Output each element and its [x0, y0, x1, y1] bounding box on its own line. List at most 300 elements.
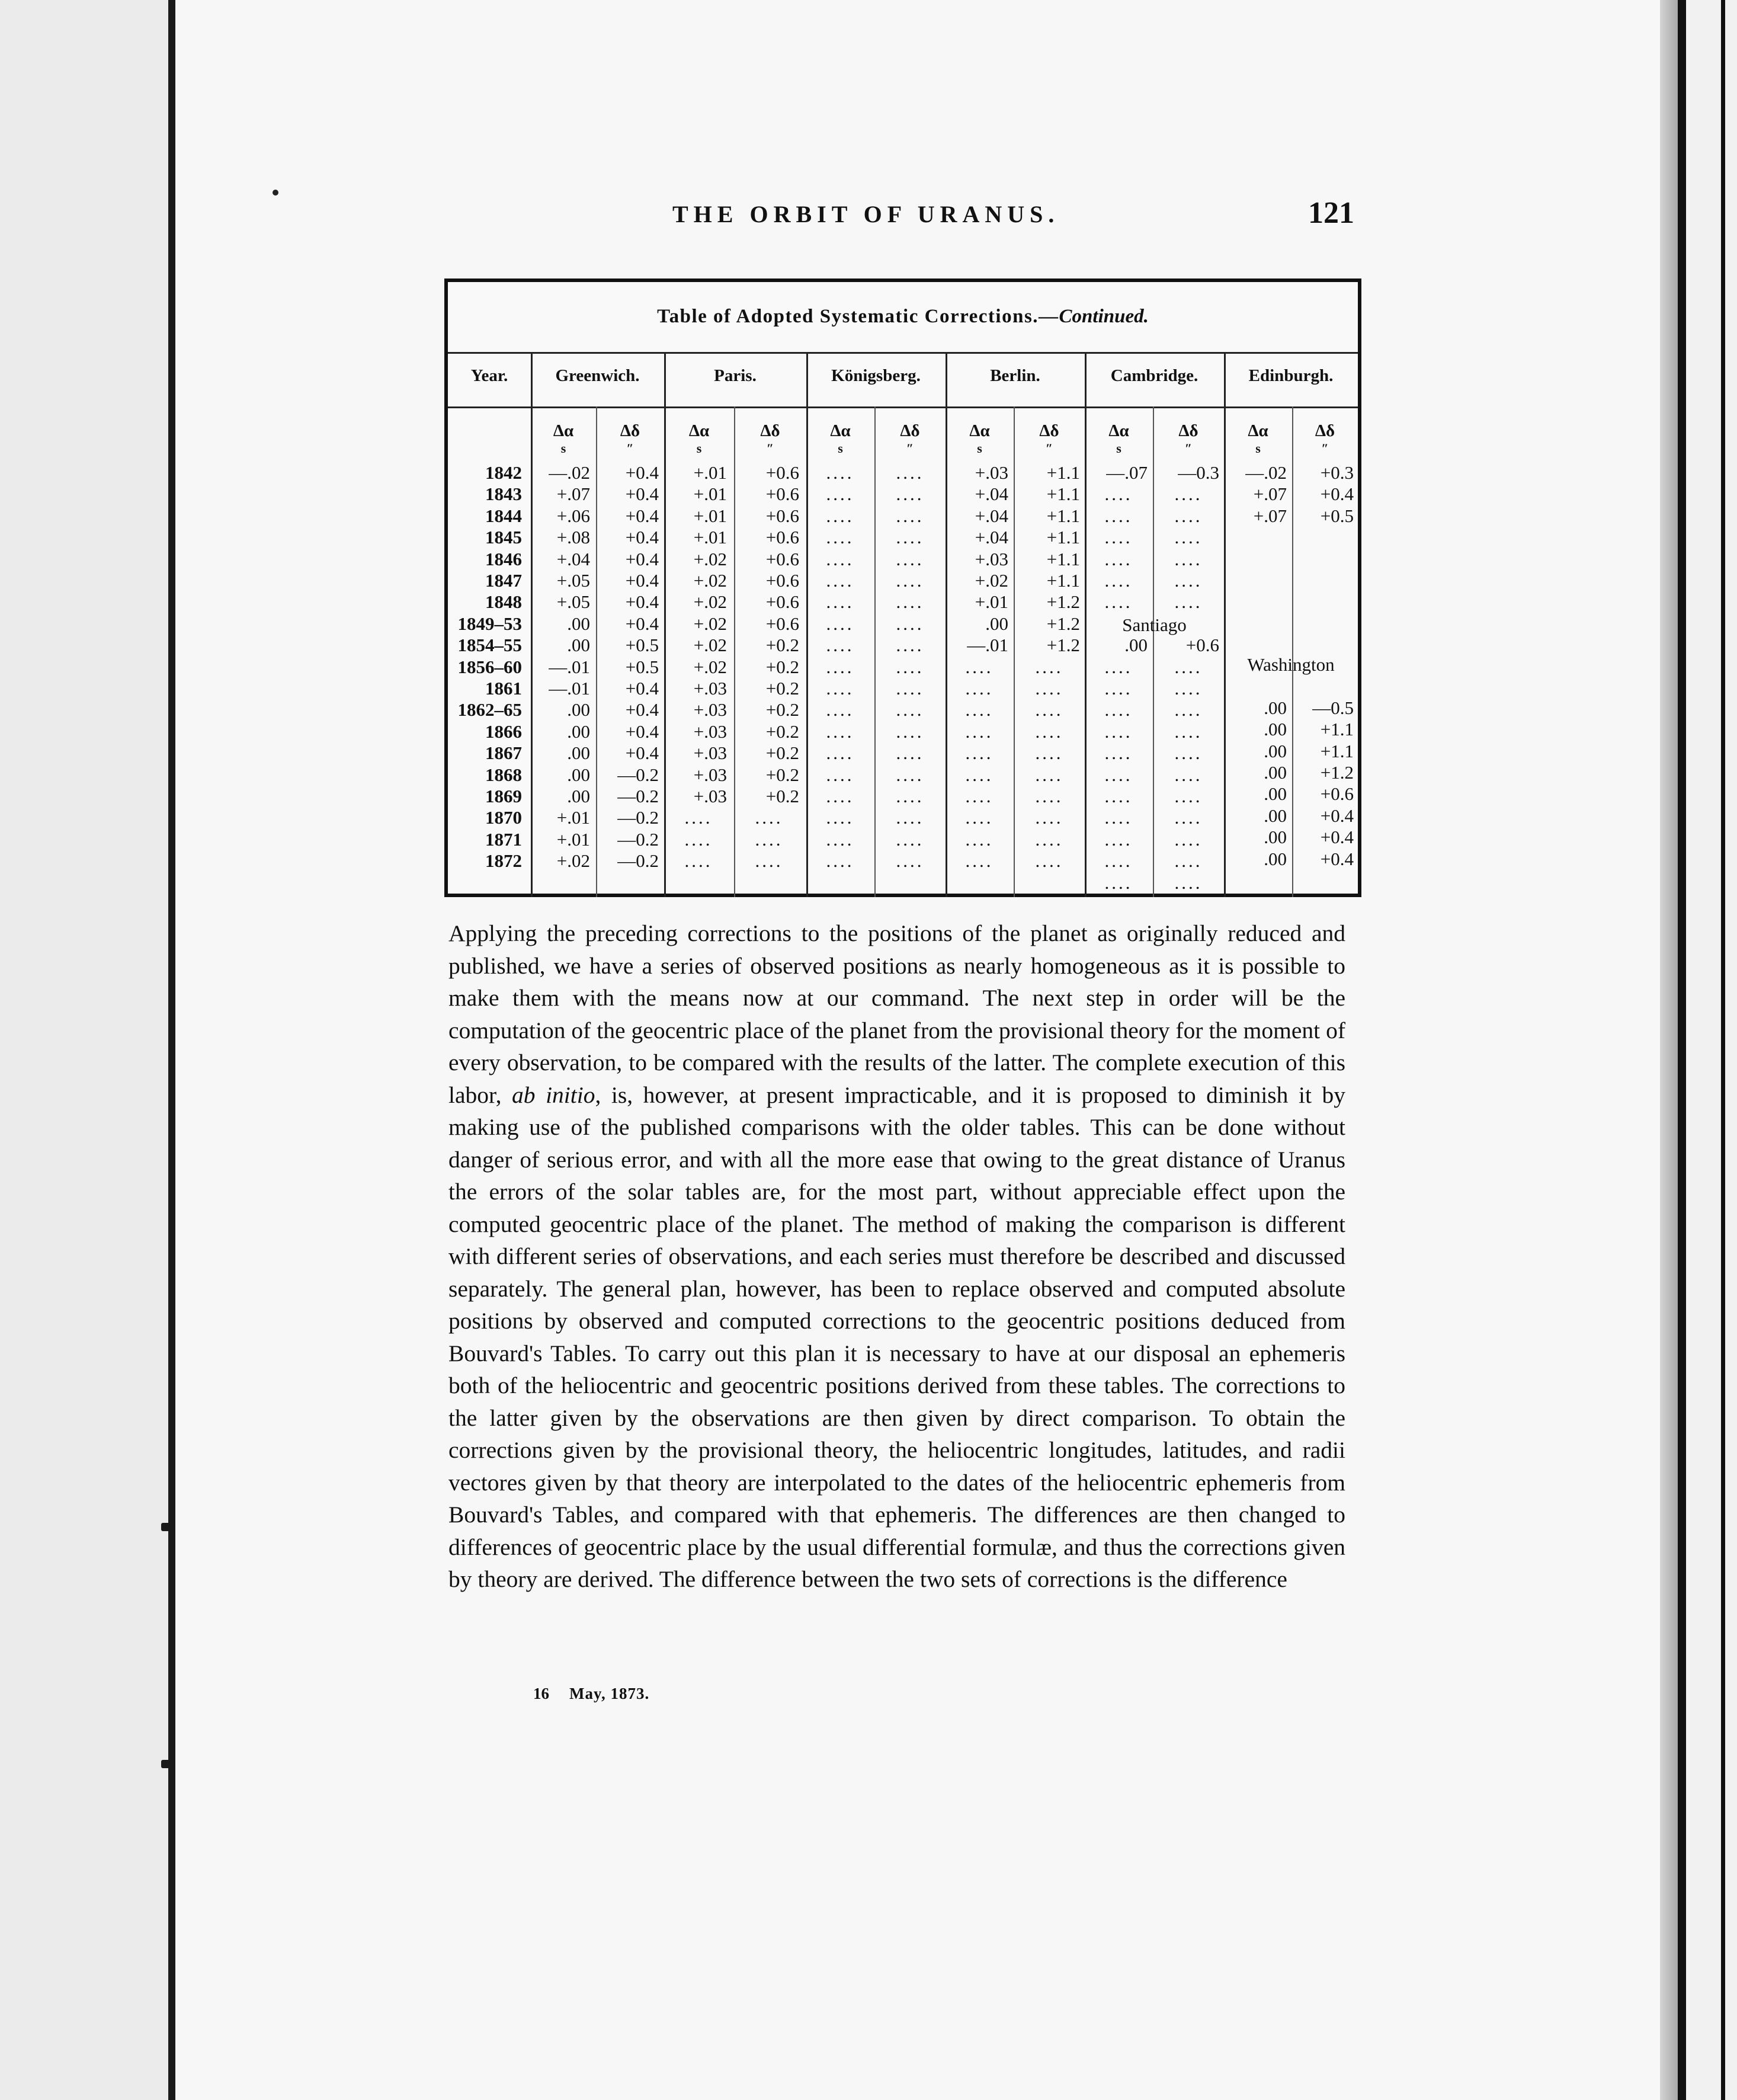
value-cell: +.06	[556, 505, 590, 526]
empty-cell: ....	[1104, 484, 1133, 505]
subhead-symbol: Δδ	[620, 421, 640, 440]
value-cell: +.02	[693, 591, 727, 613]
empty-cell: ....	[1104, 678, 1133, 699]
empty-cell: ....	[755, 807, 783, 828]
value-cell: +1.2	[1320, 761, 1354, 783]
empty-cell: ....	[826, 591, 854, 613]
empty-cell: ....	[1174, 527, 1203, 548]
empty-cell: ....	[755, 850, 783, 872]
value-cell: +0.4	[1320, 827, 1354, 848]
empty-cell: ....	[896, 570, 924, 591]
empty-cell: ....	[896, 828, 924, 850]
page-edge-line	[1678, 0, 1686, 2100]
value-cell: .00	[1264, 805, 1287, 826]
subcolumn-rule	[874, 406, 876, 897]
empty-cell: ....	[1035, 699, 1063, 721]
empty-cell: ....	[1174, 699, 1203, 721]
value-cell: +0.4	[625, 527, 659, 548]
value-cell: +.07	[556, 484, 590, 505]
empty-cell: ....	[1174, 742, 1203, 764]
running-head: THE ORBIT OF URANUS.	[672, 201, 1060, 228]
value-cell: +0.6	[765, 570, 799, 591]
empty-cell: ....	[1174, 484, 1203, 505]
value-cell: +0.2	[765, 699, 799, 721]
empty-cell: ....	[965, 678, 994, 699]
value-cell: —.02	[549, 462, 590, 483]
subhead-symbol: Δδ	[900, 421, 920, 440]
binding-edge	[168, 0, 175, 2100]
value-cell: +.02	[556, 850, 590, 872]
value-cell: +.03	[693, 742, 727, 764]
value-cell: +.02	[693, 635, 727, 656]
empty-cell: ....	[965, 828, 994, 850]
value-cell: +0.4	[625, 721, 659, 742]
value-cell: +.01	[693, 505, 727, 526]
value-cell: +0.4	[625, 678, 659, 699]
subhead-symbol: Δδ	[1315, 421, 1335, 440]
subhead-unit: ″	[766, 441, 774, 456]
subhead-unit: s	[838, 441, 843, 456]
value-cell: .00	[1264, 827, 1287, 848]
empty-cell: ....	[1104, 764, 1133, 785]
empty-cell: ....	[826, 527, 854, 548]
page-edge-shadow	[1660, 0, 1678, 2100]
header-year: Year.	[470, 366, 508, 385]
year-cell: 1861	[485, 678, 522, 699]
value-cell: —.01	[549, 678, 590, 699]
value-cell: +0.4	[625, 548, 659, 569]
value-cell: +0.4	[625, 484, 659, 505]
rule-under-caption	[448, 352, 1358, 354]
subhead-symbol: Δα	[688, 421, 710, 440]
year-cell: 1872	[485, 850, 522, 872]
value-cell: +.01	[975, 591, 1008, 613]
value-cell: +0.4	[625, 742, 659, 764]
empty-cell: ....	[896, 678, 924, 699]
year-cell: 1871	[485, 828, 522, 850]
empty-cell: ....	[896, 807, 924, 828]
body-text-part: , is, however, at present impracticable, and it is proposed to diminish it by making use of the published comparisons with the older tables. This can be done without danger of serious error, and with all the more ease that owing to the great distance of Uranus the errors of the solar tables are, for the most part, without appreciable effect upon the computed geocentric place of the planet. The method of making the comparison is different with different series of observations, and each series must therefore be described and discussed separately. The general plan, however, has been to replace observed and computed absolute positions by observed and computed corrections to the geocentric positions deduced from Bouvard's Tables. To carry out this plan it is necessary to have at our disposal an ephemeris both of the heliocentric and geocentric positions derived from these tables. The corrections to the latter given by the observations are then given by direct comparison. To obtain the corrections given by the provisional theory, the heliocentric longitudes, latitudes, and radii vectores given by that theory are interpolated to the dates of the heliocentric ephemeris from Bouvard's Tables, and compared with that ephemeris. The differences are then changed to differences of geocentric place by the usual differential formulæ, and thus the corrections given by theory are derived. The difference between the two sets of corrections is the difference	[448, 1081, 1345, 1592]
value-cell: —.01	[967, 635, 1008, 656]
empty-cell: ....	[896, 635, 924, 656]
year-cell: 1842	[485, 462, 522, 483]
body-text-italic: ab initio	[512, 1081, 595, 1108]
value-cell: +1.1	[1320, 719, 1354, 740]
subhead-unit: s	[696, 441, 702, 456]
year-cell: 1854–55	[457, 635, 522, 656]
value-cell: —0.2	[617, 786, 659, 806]
value-cell: +0.2	[765, 678, 799, 699]
value-cell: +.08	[556, 527, 590, 548]
subcolumn-rule	[596, 406, 597, 897]
empty-cell: ....	[826, 635, 854, 656]
year-cell: 1843	[485, 484, 522, 505]
page-number: 121	[1308, 196, 1354, 230]
value-cell: +1.2	[1046, 613, 1080, 634]
year-cell: 1848	[485, 591, 522, 613]
subhead-symbol: Δα	[1248, 421, 1268, 440]
empty-cell: ....	[826, 742, 854, 764]
empty-cell: ....	[1104, 505, 1133, 526]
subhead-symbol: Δα	[1108, 421, 1129, 440]
value-cell: +1.1	[1046, 462, 1080, 483]
subhead-delta-alpha	[1087, 422, 1152, 457]
empty-cell: ....	[965, 742, 994, 764]
year-cell: 1870	[485, 807, 522, 828]
value-cell: .00	[567, 764, 590, 785]
body-paragraph	[448, 917, 1345, 1596]
empty-cell: ....	[826, 721, 854, 742]
empty-cell: ....	[1035, 764, 1063, 785]
header-station: Greenwich.	[555, 366, 640, 385]
empty-cell: ....	[1104, 548, 1133, 569]
year-cell: 1845	[485, 527, 522, 548]
value-cell: —0.2	[617, 807, 659, 828]
empty-cell: ....	[684, 828, 713, 850]
subhead-delta-alpha	[666, 422, 732, 457]
empty-cell: ....	[896, 699, 924, 721]
empty-cell: ....	[965, 764, 994, 785]
empty-cell: ....	[1104, 591, 1133, 613]
year-cell: 1869	[485, 786, 522, 806]
value-cell: +0.3	[1320, 462, 1354, 483]
value-cell: +0.2	[765, 742, 799, 764]
empty-cell: ....	[1104, 742, 1133, 764]
empty-cell: ....	[896, 764, 924, 785]
subhead-delta-delta	[738, 422, 803, 457]
value-cell: +0.5	[1320, 505, 1354, 526]
empty-cell: ....	[826, 828, 854, 850]
value-cell: —.01	[549, 656, 590, 677]
value-cell: —0.2	[617, 764, 659, 785]
subhead-delta-delta	[598, 422, 663, 457]
empty-cell: ....	[896, 850, 924, 872]
subcolumn-rule	[1014, 406, 1015, 897]
empty-cell: ....	[826, 570, 854, 591]
value-cell: +0.2	[765, 721, 799, 742]
value-cell: +0.6	[765, 591, 799, 613]
empty-cell: ....	[1174, 786, 1203, 806]
subhead-symbol: Δα	[553, 421, 574, 440]
subhead-delta-alpha	[808, 422, 873, 457]
subcolumn-rule	[734, 406, 735, 897]
value-cell: +.03	[693, 764, 727, 785]
value-cell: —.02	[1245, 462, 1287, 483]
value-cell: +0.4	[1320, 484, 1354, 505]
empty-cell: ....	[826, 656, 854, 677]
value-cell: +.03	[693, 678, 727, 699]
value-cell: +1.1	[1046, 505, 1080, 526]
subhead-delta-delta	[1293, 422, 1358, 457]
body-text-part: Applying the preceding corrections to the positions of the planet as originally reduced and published, we have a series of observed positions as nearly homogeneous as it is possible to make them with the means now at our command. The next step in order will be the computation of the geocentric place of the planet from the provisional theory for the moment of every observation, to be compared with the results of the latter. The complete execution of this labor,	[448, 920, 1345, 1108]
value-cell: +.05	[556, 591, 590, 613]
empty-cell: ....	[1104, 656, 1133, 677]
subhead-symbol: Δδ	[1039, 421, 1059, 440]
empty-cell: ....	[1174, 721, 1203, 742]
empty-cell: ....	[684, 807, 713, 828]
value-cell: +.07	[1253, 484, 1287, 505]
empty-cell: ....	[1035, 807, 1063, 828]
value-cell: +1.2	[1046, 635, 1080, 656]
value-cell: +.04	[975, 505, 1008, 526]
year-cell: 1849–53	[457, 613, 522, 634]
empty-cell: ....	[826, 484, 854, 505]
subhead-delta-delta	[1156, 422, 1221, 457]
header-station: Paris.	[714, 366, 757, 385]
empty-cell: ....	[965, 850, 994, 872]
value-cell: +1.2	[1046, 591, 1080, 613]
empty-cell: ....	[1035, 742, 1063, 764]
value-cell: +0.6	[1185, 635, 1219, 656]
empty-cell: ....	[896, 548, 924, 569]
value-cell: .00	[567, 699, 590, 721]
value-cell: +0.4	[625, 699, 659, 721]
scan-right-line	[1721, 0, 1725, 2100]
value-cell: +.02	[693, 656, 727, 677]
empty-cell: ....	[826, 699, 854, 721]
empty-cell: ....	[1174, 505, 1203, 526]
subhead-unit: ″	[1184, 441, 1193, 456]
value-cell: +0.4	[625, 570, 659, 591]
value-cell: +.04	[556, 548, 590, 569]
value-cell: +0.6	[765, 613, 799, 634]
subhead-symbol: Δα	[830, 421, 851, 440]
value-cell: +0.6	[765, 548, 799, 569]
value-cell: +0.5	[625, 635, 659, 656]
value-cell: +0.6	[1320, 783, 1354, 805]
empty-cell: ....	[826, 462, 854, 483]
header-station: Berlin.	[990, 366, 1040, 385]
value-cell: +1.1	[1046, 548, 1080, 569]
empty-cell: ....	[826, 786, 854, 806]
empty-cell: ....	[826, 505, 854, 526]
value-cell: +.01	[693, 484, 727, 505]
empty-cell: ....	[1035, 850, 1063, 872]
empty-cell: ....	[1104, 872, 1133, 893]
empty-cell: ....	[1174, 828, 1203, 850]
value-cell: +0.2	[765, 656, 799, 677]
value-cell: —0.3	[1178, 462, 1219, 483]
value-cell: +.03	[975, 462, 1008, 483]
subhead-unit: s	[1116, 441, 1121, 456]
value-cell: +0.4	[625, 505, 659, 526]
empty-cell: ....	[965, 656, 994, 677]
empty-cell: ....	[1174, 764, 1203, 785]
year-cell: 1847	[485, 570, 522, 591]
value-cell: +1.1	[1046, 484, 1080, 505]
value-cell: +0.4	[625, 613, 659, 634]
value-cell: .00	[1264, 783, 1287, 805]
value-cell: —0.5	[1312, 697, 1354, 718]
empty-cell: ....	[826, 548, 854, 569]
empty-cell: ....	[755, 828, 783, 850]
value-cell: +1.1	[1320, 740, 1354, 761]
empty-cell: ....	[965, 786, 994, 806]
empty-cell: ....	[896, 721, 924, 742]
value-cell: +0.6	[765, 484, 799, 505]
value-cell: +0.4	[625, 591, 659, 613]
year-cell: 1867	[485, 742, 522, 764]
empty-cell: ....	[1104, 721, 1133, 742]
value-cell: .00	[1264, 740, 1287, 761]
value-cell: +.01	[693, 462, 727, 483]
subhead-symbol: Δδ	[760, 421, 780, 440]
subhead-delta-alpha	[531, 422, 596, 457]
value-cell: +1.1	[1046, 570, 1080, 591]
value-cell: .00	[1264, 761, 1287, 783]
empty-cell: ....	[1104, 807, 1133, 828]
subhead-delta-delta	[1017, 422, 1082, 457]
subcolumn-rule	[1292, 406, 1293, 897]
signature-line	[533, 1685, 649, 1703]
subhead-delta-alpha	[1226, 422, 1291, 457]
value-cell: .00	[1264, 848, 1287, 869]
subhead-symbol: Δα	[969, 421, 990, 440]
empty-cell: ....	[684, 850, 713, 872]
rule-under-stations	[448, 406, 1358, 408]
empty-cell: ....	[896, 613, 924, 634]
empty-cell: ....	[1035, 678, 1063, 699]
value-cell: +0.2	[765, 786, 799, 806]
value-cell: .00	[567, 635, 590, 656]
table-caption	[448, 306, 1358, 328]
scan-speck	[273, 190, 278, 196]
header-station: Edinburgh.	[1248, 366, 1334, 385]
subhead-delta-delta	[877, 422, 943, 457]
empty-cell: ....	[1174, 548, 1203, 569]
empty-cell: ....	[965, 721, 994, 742]
empty-cell: ....	[896, 786, 924, 806]
empty-cell: ....	[896, 527, 924, 548]
value-cell: +.02	[975, 570, 1008, 591]
empty-cell: ....	[896, 505, 924, 526]
value-cell: +.03	[693, 699, 727, 721]
value-cell: —.07	[1106, 462, 1148, 483]
value-cell: +.03	[693, 786, 727, 806]
empty-cell: ....	[896, 656, 924, 677]
empty-cell: ....	[965, 699, 994, 721]
value-cell: —0.2	[617, 850, 659, 872]
subhead-unit: ″	[1321, 441, 1329, 456]
value-cell: +.04	[975, 484, 1008, 505]
value-cell: +0.6	[765, 505, 799, 526]
value-cell: +.01	[693, 527, 727, 548]
value-cell: +0.4	[1320, 805, 1354, 826]
empty-cell: ....	[896, 742, 924, 764]
value-cell: +1.1	[1046, 527, 1080, 548]
empty-cell: ....	[1174, 570, 1203, 591]
empty-cell: ....	[896, 484, 924, 505]
value-cell: +0.4	[1320, 848, 1354, 869]
value-cell: .00	[985, 613, 1008, 634]
empty-cell: ....	[1104, 828, 1133, 850]
corrections-table	[444, 278, 1361, 897]
empty-cell: ....	[826, 764, 854, 785]
signature-mark: 16	[533, 1685, 549, 1702]
value-cell: +.05	[556, 570, 590, 591]
empty-cell: ....	[1035, 721, 1063, 742]
year-cell: 1866	[485, 721, 522, 742]
empty-cell: ....	[1035, 656, 1063, 677]
value-cell: +.03	[975, 548, 1008, 569]
empty-cell: ....	[1104, 850, 1133, 872]
value-cell: +.04	[975, 527, 1008, 548]
empty-cell: ....	[1104, 699, 1133, 721]
value-cell: —0.2	[617, 828, 659, 850]
value-cell: .00	[567, 613, 590, 634]
value-cell: .00	[567, 721, 590, 742]
value-cell: .00	[567, 786, 590, 806]
empty-cell: ....	[965, 807, 994, 828]
value-cell: +.02	[693, 570, 727, 591]
year-cell: 1862–65	[457, 699, 522, 721]
value-cell: +.07	[1253, 505, 1287, 526]
scan-right-margin	[1686, 0, 1737, 2100]
value-cell: +.01	[556, 828, 590, 850]
value-cell: +0.4	[625, 462, 659, 483]
header-station: Cambridge.	[1110, 366, 1198, 385]
value-cell: +.02	[693, 613, 727, 634]
empty-cell: ....	[1174, 872, 1203, 893]
subhead-unit: s	[560, 441, 566, 456]
table-caption-text: Table of Adopted Systematic Corrections.—	[657, 306, 1059, 327]
header-station: Königsberg.	[831, 366, 921, 385]
empty-cell: ....	[1035, 786, 1063, 806]
empty-cell: ....	[1035, 828, 1063, 850]
subhead-unit: ″	[1045, 441, 1053, 456]
value-cell: .00	[1264, 697, 1287, 718]
empty-cell: ....	[1174, 656, 1203, 677]
santiago-label: Santiago	[1122, 614, 1187, 635]
empty-cell: ....	[1104, 527, 1133, 548]
empty-cell: ....	[826, 613, 854, 634]
year-cell: 1844	[485, 505, 522, 526]
value-cell: +.03	[693, 721, 727, 742]
empty-cell: ....	[826, 850, 854, 872]
subhead-unit: ″	[906, 441, 914, 456]
empty-cell: ....	[826, 807, 854, 828]
value-cell: .00	[1124, 635, 1148, 656]
empty-cell: ....	[1104, 786, 1133, 806]
empty-cell: ....	[1174, 850, 1203, 872]
subhead-delta-alpha	[947, 422, 1012, 457]
scan-left-margin	[0, 0, 173, 2100]
empty-cell: ....	[896, 591, 924, 613]
year-cell: 1856–60	[457, 656, 522, 677]
empty-cell: ....	[896, 462, 924, 483]
signature-date: May, 1873.	[569, 1685, 650, 1702]
value-cell: .00	[1264, 719, 1287, 740]
value-cell: +0.2	[765, 635, 799, 656]
subhead-unit: s	[977, 441, 982, 456]
empty-cell: ....	[826, 678, 854, 699]
value-cell: +.02	[693, 548, 727, 569]
empty-cell: ....	[1174, 591, 1203, 613]
subcolumn-rule	[1153, 406, 1154, 897]
value-cell: +0.2	[765, 764, 799, 785]
empty-cell: ....	[1174, 678, 1203, 699]
column-rule	[664, 352, 666, 897]
value-cell: +0.6	[765, 462, 799, 483]
value-cell: .00	[567, 742, 590, 764]
table-caption-continued: Continued.	[1059, 306, 1149, 327]
empty-cell: ....	[1174, 807, 1203, 828]
washington-label: Washington	[1247, 654, 1335, 675]
value-cell: +.01	[556, 807, 590, 828]
year-cell: 1846	[485, 548, 522, 569]
value-cell: +0.6	[765, 527, 799, 548]
subhead-unit: ″	[626, 441, 634, 456]
